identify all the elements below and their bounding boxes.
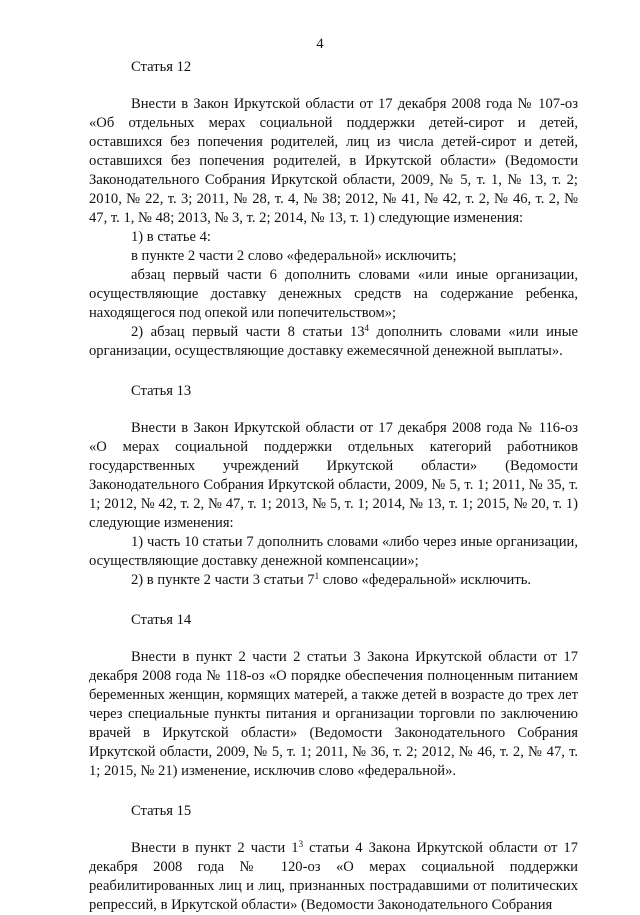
article-12-item-1: 1) в статье 4: bbox=[131, 229, 211, 245]
article-14-intro: Внести в пункт 2 части 2 статьи 3 Закона Иркутской области от 17 декабря 2008 года № 118-оз «О порядке обеспечения полноценным питанием беременных женщин, кормящих матерей, а также детей в возрасте до трех лет через специальные пункты питания и организации торговли по заключению врачей в Иркутской области» (Ведомости Законодательного Собрания Иркутской области, 2009, № 5, т. 1; 2011, № 36, т. 2; 2012, № 46, т. 2, № 47, т. 1; 2015, № 21) изменение, исключив слово «федеральной». bbox=[89, 649, 578, 779]
article-12-item-2-before: 2) абзац первый части 8 статьи 13 bbox=[131, 324, 365, 340]
page-number: 4 bbox=[316, 36, 324, 52]
article-12 bbox=[89, 58, 578, 361]
article-12-item-1a: в пункте 2 части 2 слово «федеральной» исключить; bbox=[131, 248, 457, 264]
article-14-heading: Статья 14 bbox=[131, 612, 192, 628]
article-12-item-1b: абзац первый части 6 дополнить словами «или иные организации, осуществляющие доставку денежных средств на содержание ребенка, находящегося под опекой или попечительством»; bbox=[89, 267, 578, 321]
article-15-intro bbox=[89, 839, 578, 915]
article-15-intro-sup: 3 bbox=[298, 839, 304, 849]
article-13-item-2-before: 2) в пункте 2 части 3 статьи 7 bbox=[131, 572, 315, 588]
article-13-item-2-sup: 1 bbox=[314, 571, 320, 581]
article-12-item-2-after: дополнить словами «или иные организации, осуществляющие доставку ежемесячной денежной выплаты». bbox=[89, 324, 578, 359]
article-12-intro: Внести в Закон Иркутской области от 17 декабря 2008 года № 107-оз «Об отдельных мерах социальной поддержки детей-сирот и детей, оставшихся без попечения родителей, лиц из числа детей-сирот и детей, оставшихся без попечения родителей, в Иркутской области» (Ведомости Законодательного Собрания Иркутской области, 2009, № 5, т. 1, № 13, т. 2; 2010, № 22, т. 3; 2011, № 28, т. 4, № 38; 2012, № 41, № 42, т. 2, № 46, т. 2, № 47, т. 1, № 48; 2013, № 3, т. 2; 2014, № 13, т. 1) следующие изменения: bbox=[89, 96, 578, 226]
article-13-item-1: 1) часть 10 статьи 7 дополнить словами «либо через иные организации, осуществляющие доставку денежной компенсации»; bbox=[89, 534, 578, 569]
article-13 bbox=[89, 382, 578, 590]
article-13-heading: Статья 13 bbox=[131, 383, 192, 399]
article-13-item-2-after: слово «федеральной» исключить. bbox=[319, 572, 532, 588]
article-14 bbox=[89, 611, 578, 781]
article-13-intro: Внести в Закон Иркутской области от 17 декабря 2008 года № 116-оз «О мерах социальной поддержки отдельных категорий работников государственных учреждений Иркутской области» (Ведомости Законодательного Собрания Иркутской области, 2009, № 5, т. 1; 2011, № 35, т. 1; 2012, № 42, т. 2, № 47, т. 1; 2013, № 5, т. 1; 2014, № 13, т. 1; 2015, № 20, т. 1) следующие изменения: bbox=[89, 420, 578, 531]
article-15-intro-after: статьи 4 Закона Иркутской области от 17 декабря 2008 года № 120-оз «О мерах социальной поддержки реабилитированных лиц и лиц, признанных пострадавшими от политических репрессий, в Иркутской области» (Ведомости Законодательного Собрания bbox=[89, 840, 578, 913]
article-15 bbox=[89, 802, 578, 915]
article-12-item-2 bbox=[89, 323, 578, 361]
article-15-heading: Статья 15 bbox=[131, 803, 192, 819]
document-body bbox=[89, 58, 578, 915]
article-12-heading: Статья 12 bbox=[131, 59, 192, 75]
article-15-intro-before: Внести в пункт 2 части 1 bbox=[131, 840, 299, 856]
article-12-item-2-sup: 4 bbox=[364, 323, 370, 333]
article-13-item-2 bbox=[89, 571, 578, 590]
